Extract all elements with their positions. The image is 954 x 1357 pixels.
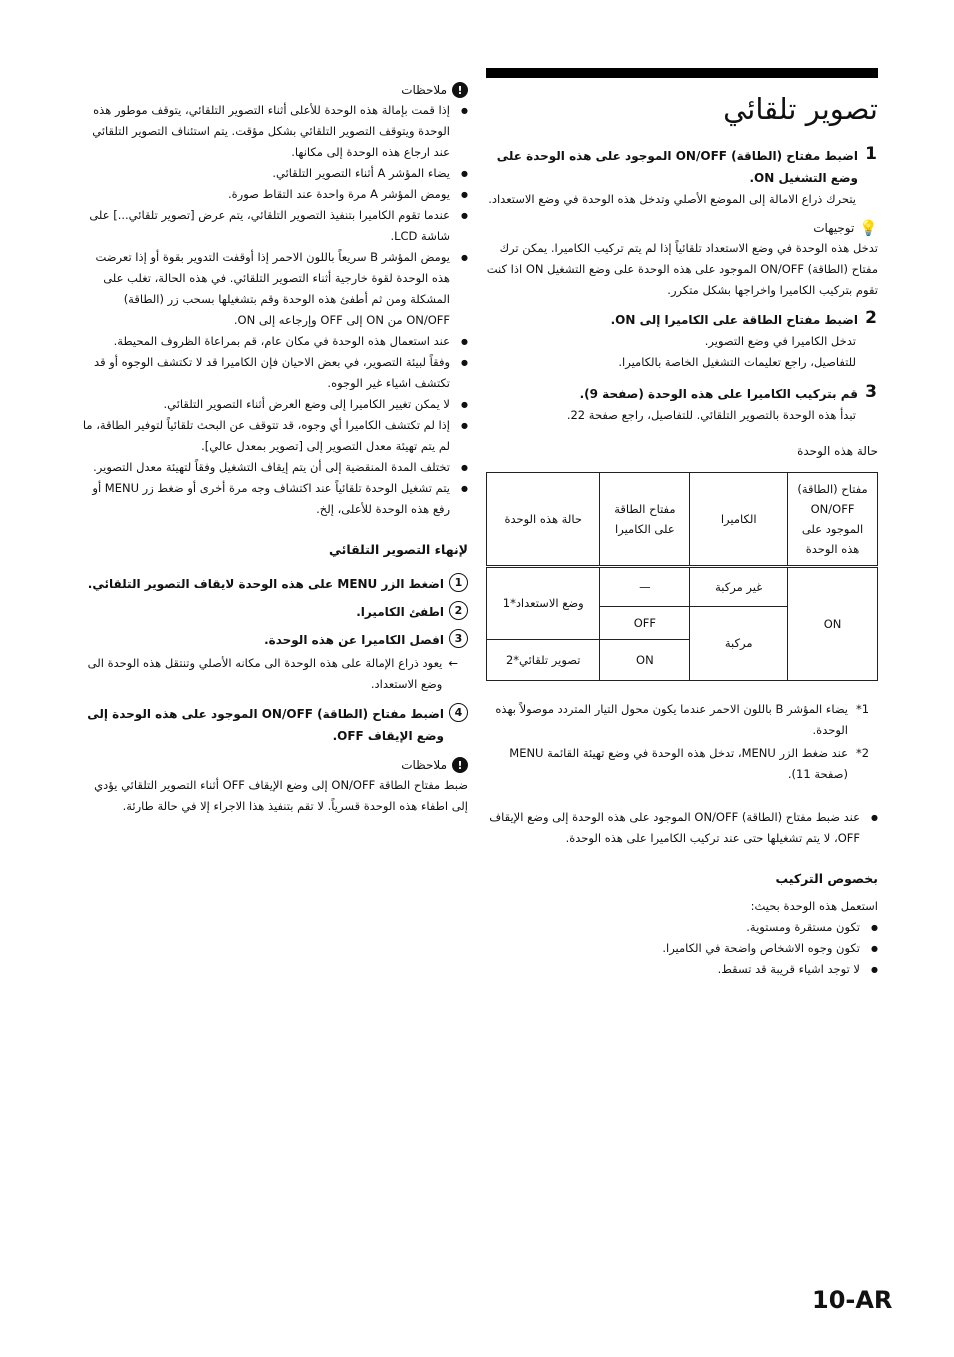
- step-heading: اضبط مفتاح الطاقة على الكاميرا إلى ON.: [610, 312, 858, 327]
- list-item: ● يضاء المؤشر A أثناء التصوير التلقائي.: [78, 163, 468, 184]
- end-title: لإنهاء التصوير التلقائي: [329, 542, 468, 557]
- notes-icon: !: [452, 757, 468, 773]
- list-item: ● تكون وجوه الاشخاص واضحة في الكاميرا.: [486, 938, 878, 959]
- footnotes: [486, 699, 878, 785]
- step-number: 3: [449, 629, 468, 648]
- list-item: ● وفقاً لبيئة التصوير، في بعض الاحيان فإن الكاميرا قد لا تكتشف الوجوه أو قد تكتشف اشياء غير الوجوه.: [78, 352, 468, 394]
- footnote-text: يضاء المؤشر B باللون الاحمر عندما يكون محول التيار المتردد موصولاً بهذه الوحدة.: [495, 701, 848, 737]
- list-item: ● إذا لم تكتشف الكاميرا أي وجوه، قد تتوقف عن البحث تلقائياً لتوفير الطاقة، ما لم يتم تهيئة معدل التصوير إلى [تصوير بمعدل عالي].: [78, 415, 468, 457]
- page-title: تصوير تلقائي: [723, 92, 878, 126]
- tips-block: [486, 220, 878, 301]
- notes-icon: !: [452, 82, 468, 98]
- list-item: ● عند ضبط مفتاح (الطاقة) ON/OFF الموجود على هذه الوحدة إلى وضع الإيقاف OFF، لا يتم تشغيلها حتى عند تركيب الكاميرا على هذه الوحدة.: [486, 807, 878, 849]
- end-step-1: [78, 573, 468, 595]
- footnote-mark: *2: [856, 745, 870, 760]
- result-line: [78, 653, 468, 695]
- notes-label: ملاحظات: [401, 83, 447, 97]
- cell-dash: —: [600, 566, 690, 606]
- right-column: [486, 68, 878, 980]
- list-item: ● عند استعمال هذه الوحدة في مكان عام، قم بمراعاة الظروف المحيطة.: [78, 331, 468, 352]
- cell-camera-mounted: مركبة: [690, 606, 788, 680]
- list-item: ● إذا قمت بإمالة هذه الوحدة للأعلى أثناء التصوير التلقائي، يتوقف موطور هذه الوحدة ويتوقف التصوير التلقائي بشكل مؤقت. يتم استئناف التصوير التلقائي عند ارجاع هذه الوحدة إلى مكانها.: [78, 100, 468, 163]
- list-item: ● عندما تقوم الكاميرا بتنفيذ التصوير التلقائي، يتم عرض [تصوير تلقائي...] على شاشة LCD.: [78, 205, 468, 247]
- list-item: ● تكون مستقرة ومستوية.: [486, 917, 878, 938]
- step-text: اضغط الزر MENU على هذه الوحدة لايقاف التصوير التلقائي.: [87, 577, 444, 591]
- cell-power-off: OFF: [600, 606, 690, 639]
- step-number: 4: [449, 703, 468, 722]
- list-item: ● لا يمكن تغيير الكاميرا إلى وضع العرض أثناء التصوير التلقائي.: [78, 394, 468, 415]
- note-list: [486, 807, 878, 849]
- step-body: تبدأ هذه الوحدة بالتصوير التلقائي. للتفاصيل، راجع صفحة 22.: [566, 407, 856, 422]
- step-heading: اضبط مفتاح (الطاقة) ON/OFF الموجود على هذه الوحدة على وضع التشغيل ON.: [496, 148, 858, 185]
- footnote: [486, 743, 870, 785]
- cell-standby: وضع الاستعداد*1: [487, 566, 600, 639]
- list-item: ● لا توجد اشياء قريبة قد تسقط.: [486, 959, 878, 980]
- notes2-heading: [78, 757, 468, 773]
- end-step-2: [78, 601, 468, 623]
- lightbulb-icon: 💡: [859, 218, 878, 237]
- step-number: 2: [449, 601, 468, 620]
- install-intro: استعمل هذه الوحدة بحيث:: [750, 898, 878, 913]
- arrow-icon: ←: [448, 656, 458, 670]
- step-number: 2: [865, 307, 877, 328]
- header-camera: الكاميرا: [690, 472, 788, 566]
- step-number: 1: [865, 143, 877, 164]
- step-heading: قم بتركيب الكاميرا على هذه الوحدة (صفحة 9).: [579, 386, 858, 401]
- step-1: [486, 145, 878, 210]
- list-item: ● يومض المؤشر A مرة واحدة عند التقاط صورة.: [78, 184, 468, 205]
- title-bar: [486, 68, 878, 78]
- step-text: اضبط مفتاح (الطاقة) ON/OFF الموجود على هذه الوحدة إلى وضع الإيقاف OFF.: [87, 707, 444, 743]
- step-3: [486, 383, 878, 426]
- end-step-3: [78, 629, 468, 651]
- left-column: [78, 78, 468, 817]
- table-caption: حالة هذه الوحدة: [797, 443, 878, 458]
- step-text: اطفئ الكاميرا.: [356, 605, 444, 619]
- result-text: يعود ذراع الإمالة على هذه الوحدة الى مكانه الأصلي وتنتقل هذه الوحدة الى وضع الاستعداد.: [87, 656, 443, 691]
- tips-label: توجيهات: [813, 220, 855, 235]
- install-list: [486, 917, 878, 980]
- cell-auto-shooting: تصوير تلقائي*2: [487, 639, 600, 680]
- cell-switch-on: ON: [788, 566, 878, 680]
- list-item: ● تختلف المدة المنقضية إلى أن يتم إيقاف التشغيل وفقاً لتهيئة معدل التصوير.: [78, 457, 468, 478]
- header-camera-power: مفتاح الطاقة على الكاميرا: [600, 472, 690, 566]
- install-title: بخصوص التركيب: [775, 870, 878, 886]
- footnote-mark: *1: [856, 701, 870, 716]
- notes-heading: [78, 82, 468, 98]
- header-switch: مفتاح (الطاقة) ON/OFF الموجود على هذه الوحدة: [788, 472, 878, 566]
- step-body: للتفاصيل، راجع تعليمات التشغيل الخاصة بالكاميرا.: [618, 354, 856, 369]
- list-item: ● يومض المؤشر B سريعاً باللون الاحمر إذا أوقفت التدوير بقوة أو إذا تعرضت هذه الوحدة لقوة خارجية أثناء التصوير التلقائي. في هذه الحالة، تغلب على المشكلة ومن ثم أطفئ هذه الوحدة وقم بتشغيلها بسحب زر (الطاقة) ON/OFF من ON إلى OFF وإرجاعه إلى ON.: [78, 247, 468, 331]
- step-2: [486, 309, 878, 373]
- footnote-text: عند ضغط الزر MENU، تدخل هذه الوحدة في وضع تهيئة القائمة MENU (صفحة 11).: [509, 745, 848, 781]
- cell-power-on: ON: [600, 639, 690, 680]
- notes2-text: ضبط مفتاح الطاقة ON/OFF إلى وضع الإيقاف OFF أثناء التصوير التلقائي يؤدي إلى اطفاء هذه الوحدة قسرياً. لا تقم بتنفيذ هذا الاجراء إلا في حالة طارئة.: [94, 778, 468, 813]
- step-body: يتحرك ذراع الامالة إلى الموضع الأصلي وتدخل هذه الوحدة في وضع الاستعداد.: [488, 191, 856, 206]
- list-item: ● يتم تشغيل الوحدة تلقائياً عند اكتشاف وجه مرة أخرى أو ضغط زر MENU أو رفع هذه الوحدة للأعلى، إلخ.: [78, 478, 468, 520]
- header-unit-state: حالة هذه الوحدة: [487, 472, 600, 566]
- cell-camera-not-mounted: غير مركبة: [690, 566, 788, 606]
- page-number: 10-AR: [812, 1286, 893, 1314]
- notes-list: [78, 100, 468, 520]
- step-number: 1: [449, 573, 468, 592]
- end-step-4: [78, 703, 468, 747]
- step-number: 3: [865, 381, 877, 402]
- notes-label: ملاحظات: [401, 758, 447, 772]
- footnote: [486, 699, 870, 741]
- step-body: تدخل الكاميرا في وضع التصوير.: [704, 333, 856, 348]
- state-table: [486, 472, 878, 681]
- tips-text: تدخل هذه الوحدة في وضع الاستعداد تلقائياً إذا لم يتم تركيب الكاميرا. يمكن ترك مفتاح (الطاقة) ON/OFF الموجود على هذه الوحدة على وضع التشغيل ON اذا كنت تقوم بتركيب الكاميرا واخراجها بشكل متكرر.: [486, 240, 878, 297]
- step-text: افصل الكاميرا عن هذه الوحدة.: [264, 633, 444, 647]
